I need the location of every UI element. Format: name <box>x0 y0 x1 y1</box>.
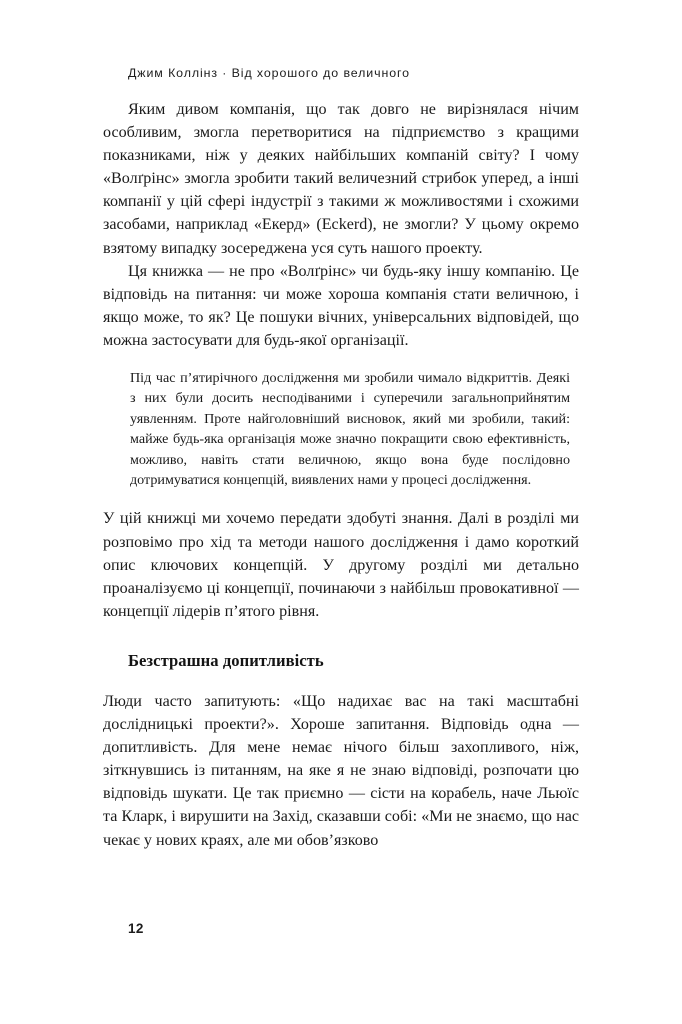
body-paragraph: Ця книжка — не про «Волґрінс» чи будь-яку іншу компанію. Це відповідь на питання: чи може хороша компанія стати величною, і якщо може, то як? Це пошуки вічних, універсальних відповідей, що можна застосувати для будь-якої організації. <box>103 262 579 349</box>
spacer <box>103 490 579 507</box>
spacer <box>103 352 579 368</box>
body-paragraph: У цій книжці ми хочемо передати здобуті знання. Далі в розділі ми розповімо про хід та методи нашого дослідження і дамо короткий опис ключових концепцій. У другому розділі ми детально проаналізуємо ці концепції, починаючи з найбільш провокативної — концепції лідерів п’ятого рівня. <box>103 510 579 620</box>
spacer <box>103 672 579 690</box>
page-number: 12 <box>128 921 144 936</box>
page-content <box>103 98 579 852</box>
blockquote <box>130 368 570 490</box>
spacer <box>103 623 579 650</box>
body-paragraph: Люди часто запитують: «Що надихає вас на такі масштабні дослідницькі проекти?». Хороше запитання. Відповідь одна — допитливість. Для мене немає нічого більш захопливого, ніж, зіткнувшись із питанням, на яке я не знаю відповіді, розпочати цю відповідь шукати. Це так приємно — сісти на корабель, наче Льюїс та Кларк, і вирушити на Захід, сказавши собі: «Ми не знаємо, що нас чекає у нових краях, але ми обов’язково <box>103 692 579 849</box>
section-heading: Безстрашна допитливість <box>128 650 324 670</box>
running-header: Джим Коллінз · Від хорошого до величного <box>128 66 410 80</box>
body-paragraph: Яким дивом компанія, що так довго не вирізнялася нічим особливим, змогла перетворитися на підприємство з кращими показниками, ніж у деяких найбільших компаній світу? І чому «Волґрінс» змогла зробити такий величезний стрибок уперед, а інші компанії у цій сфері індустрії з такими ж можливостями і схожими засобами, наприклад «Екерд» (Eckerd), не змогли? У цьому окремо взятому випадку зосереджена уся суть нашого проекту. <box>103 101 579 257</box>
blockquote-text: Під час п’ятирічного дослідження ми зробили чимало відкриттів. Деякі з них були досить несподіваними і суперечили загальноприйнятим уявленням. Проте найголовніший висновок, який ми зробили, такий: майже будь-яка організація може значно покращити свою ефективність, можливо, навіть стати величною, якщо вона буде послідовно дотримуватися концепцій, виявлених нами у процесі дослідження. <box>130 370 570 489</box>
